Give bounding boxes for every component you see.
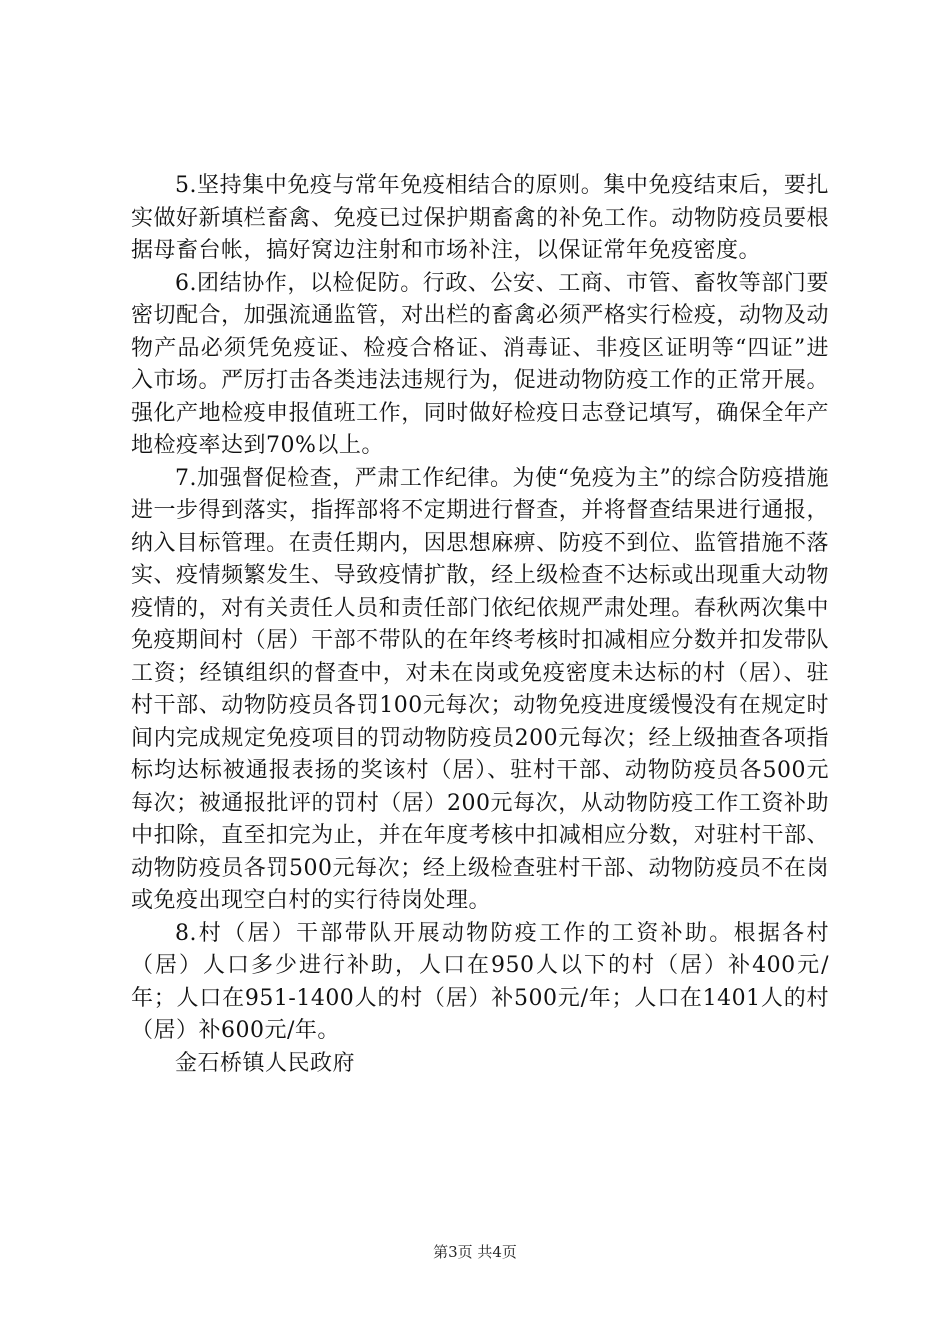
paragraph-item-8: 8.村（居）干部带队开展动物防疫工作的工资补助。根据各村（居）人口多少进行补助，人口在950人以下的村（居）补400元/年；人口在951-1400人的村（居）补500元/年；人口在1401人的村（居）补600元/年。 [131, 920, 829, 1043]
document-body [131, 170, 829, 1080]
signature-organization: 金石桥镇人民政府 [175, 1050, 356, 1076]
page-footer [0, 1242, 950, 1262]
page-number: 第3页 共4页 [433, 1243, 517, 1261]
paragraph-item-7: 7.加强督促检查，严肃工作纪律。为使“免疫为主”的综合防疫措施进一步得到落实，指挥部将不定期进行督查，并将督查结果进行通报，纳入目标管理。在责任期内，因思想麻痹、防疫不到位、监管措施不落实、疫情频繁发生、导致疫情扩散，经上级检查不达标或出现重大动物疫情的，对有关责任人员和责任部门依纪依规严肃处理。春秋两次集中免疫期间村（居）干部不带队的在年终考核时扣减相应分数并扣发带队工资；经镇组织的督查中，对未在岗或免疫密度未达标的村（居）、驻村干部、动物防疫员各罚100元每次；动物免疫进度缓慢没有在规定时间内完成规定免疫项目的罚动物防疫员200元每次；经上级抽查各项指标均达标被通报表扬的奖该村（居）、驻村干部、动物防疫员各500元每次；被通报批评的罚村（居）200元每次，从动物防疫工作工资补助中扣除，直至扣完为止，并在年度考核中扣减相应分数，对驻村干部、动物防疫员各罚500元每次；经上级检查驻村干部、动物防疫员不在岗或免疫出现空白村的实行待岗处理。 [131, 465, 829, 913]
paragraph-item-5: 5.坚持集中免疫与常年免疫相结合的原则。集中免疫结束后，要扎实做好新填栏畜禽、免疫已过保护期畜禽的补免工作。动物防疫员要根据母畜台帐，搞好窝边注射和市场补注，以保证常年免疫密度。 [131, 173, 829, 263]
paragraph-item-6: 6.团结协作，以检促防。行政、公安、工商、市管、畜牧等部门要密切配合，加强流通监管，对出栏的畜禽必须严格实行检疫，动物及动物产品必须凭免疫证、检疫合格证、消毒证、非疫区证明等“四证”进入市场。严厉打击各类违法违规行为，促进动物防疫工作的正常开展。强化产地检疫申报值班工作，同时做好检疫日志登记填写，确保全年产地检疫率达到70%以上。 [131, 270, 829, 458]
